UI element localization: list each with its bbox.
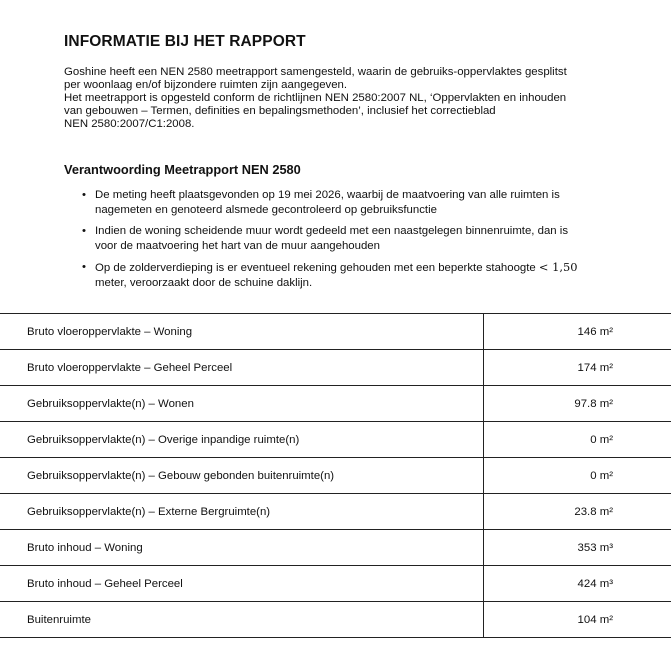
row-label: Gebruiksoppervlakte(n) – Overige inpandige ruimte(n) [0, 422, 483, 458]
intro-paragraph-1 [64, 66, 624, 92]
bullet-line: voor de maatvoering het hart van de muur aangehouden [95, 240, 380, 252]
row-label: Gebruiksoppervlakte(n) – Externe Bergruimte(n) [0, 494, 483, 530]
row-label: Bruto inhoud – Woning [0, 530, 483, 566]
bullet-line: meter, veroorzaakt door de schuine daklijn. [95, 277, 313, 289]
row-value: 146 m² [483, 314, 671, 350]
intro-line: per woonlaag en/of bijzondere ruimten zijn aangegeven. [64, 79, 348, 91]
bullet-line: nagemeten en genoteerd alsmede gecontroleerd op gebruiksfunctie [95, 204, 437, 216]
bullet-item [82, 224, 627, 254]
bullet-line: Indien de woning scheidende muur wordt gedeeld met een naastgelegen binnenruimte, dan is [95, 225, 569, 237]
row-label: Buitenruimte [0, 602, 483, 638]
table-row [0, 458, 671, 494]
row-value: 424 m³ [483, 566, 671, 602]
bullet-line: De meting heeft plaatsgevonden op 19 mei 2026, waarbij de maatvoering van alle ruimten is [95, 189, 560, 201]
row-value: 353 m³ [483, 530, 671, 566]
bullet-dot-icon: • [82, 261, 86, 273]
section-title: Verantwoording Meetrapport NEN 2580 [64, 162, 301, 177]
table-row [0, 350, 671, 386]
measurements-table [0, 313, 671, 638]
bullet-math: < 1,50 [538, 260, 578, 274]
table-row [0, 530, 671, 566]
intro-text [64, 66, 624, 131]
table-row [0, 422, 671, 458]
row-value: 97.8 m² [483, 386, 671, 422]
table-row [0, 386, 671, 422]
row-label: Bruto vloeroppervlakte – Geheel Perceel [0, 350, 483, 386]
table-row [0, 602, 671, 638]
page-title: INFORMATIE BIJ HET RAPPORT [64, 33, 306, 50]
bullet-item [82, 188, 627, 218]
row-label: Bruto inhoud – Geheel Perceel [0, 566, 483, 602]
intro-line: Goshine heeft een NEN 2580 meetrapport samengesteld, waarin de gebruiks-oppervlaktes gesplitst [64, 66, 567, 78]
bullet-dot-icon: • [82, 225, 86, 237]
intro-paragraph-2 [64, 92, 624, 131]
intro-line: Het meetrapport is opgesteld conform de richtlijnen NEN 2580:2007 NL, ‘Oppervlakten en inhouden [64, 92, 567, 104]
row-label: Gebruiksoppervlakte(n) – Gebouw gebonden buitenruimte(n) [0, 458, 483, 494]
bullet-dot-icon: • [82, 189, 86, 201]
intro-line: van gebouwen – Termen, definities en bepalingsmethoden’, inclusief het correctieblad [64, 105, 496, 117]
bullet-line: Op de zolderverdieping is er eventueel rekening gehouden met een beperkte stahoogte [95, 262, 536, 274]
bullet-item [82, 260, 627, 291]
intro-line: NEN 2580:2007/C1:2008. [64, 118, 195, 130]
row-value: 104 m² [483, 602, 671, 638]
row-value: 174 m² [483, 350, 671, 386]
table-row [0, 314, 671, 350]
table-row [0, 566, 671, 602]
row-label: Bruto vloeroppervlakte – Woning [0, 314, 483, 350]
bullet-list [82, 188, 627, 297]
row-value: 23.8 m² [483, 494, 671, 530]
table-row [0, 494, 671, 530]
row-value: 0 m² [483, 422, 671, 458]
row-label: Gebruiksoppervlakte(n) – Wonen [0, 386, 483, 422]
row-value: 0 m² [483, 458, 671, 494]
